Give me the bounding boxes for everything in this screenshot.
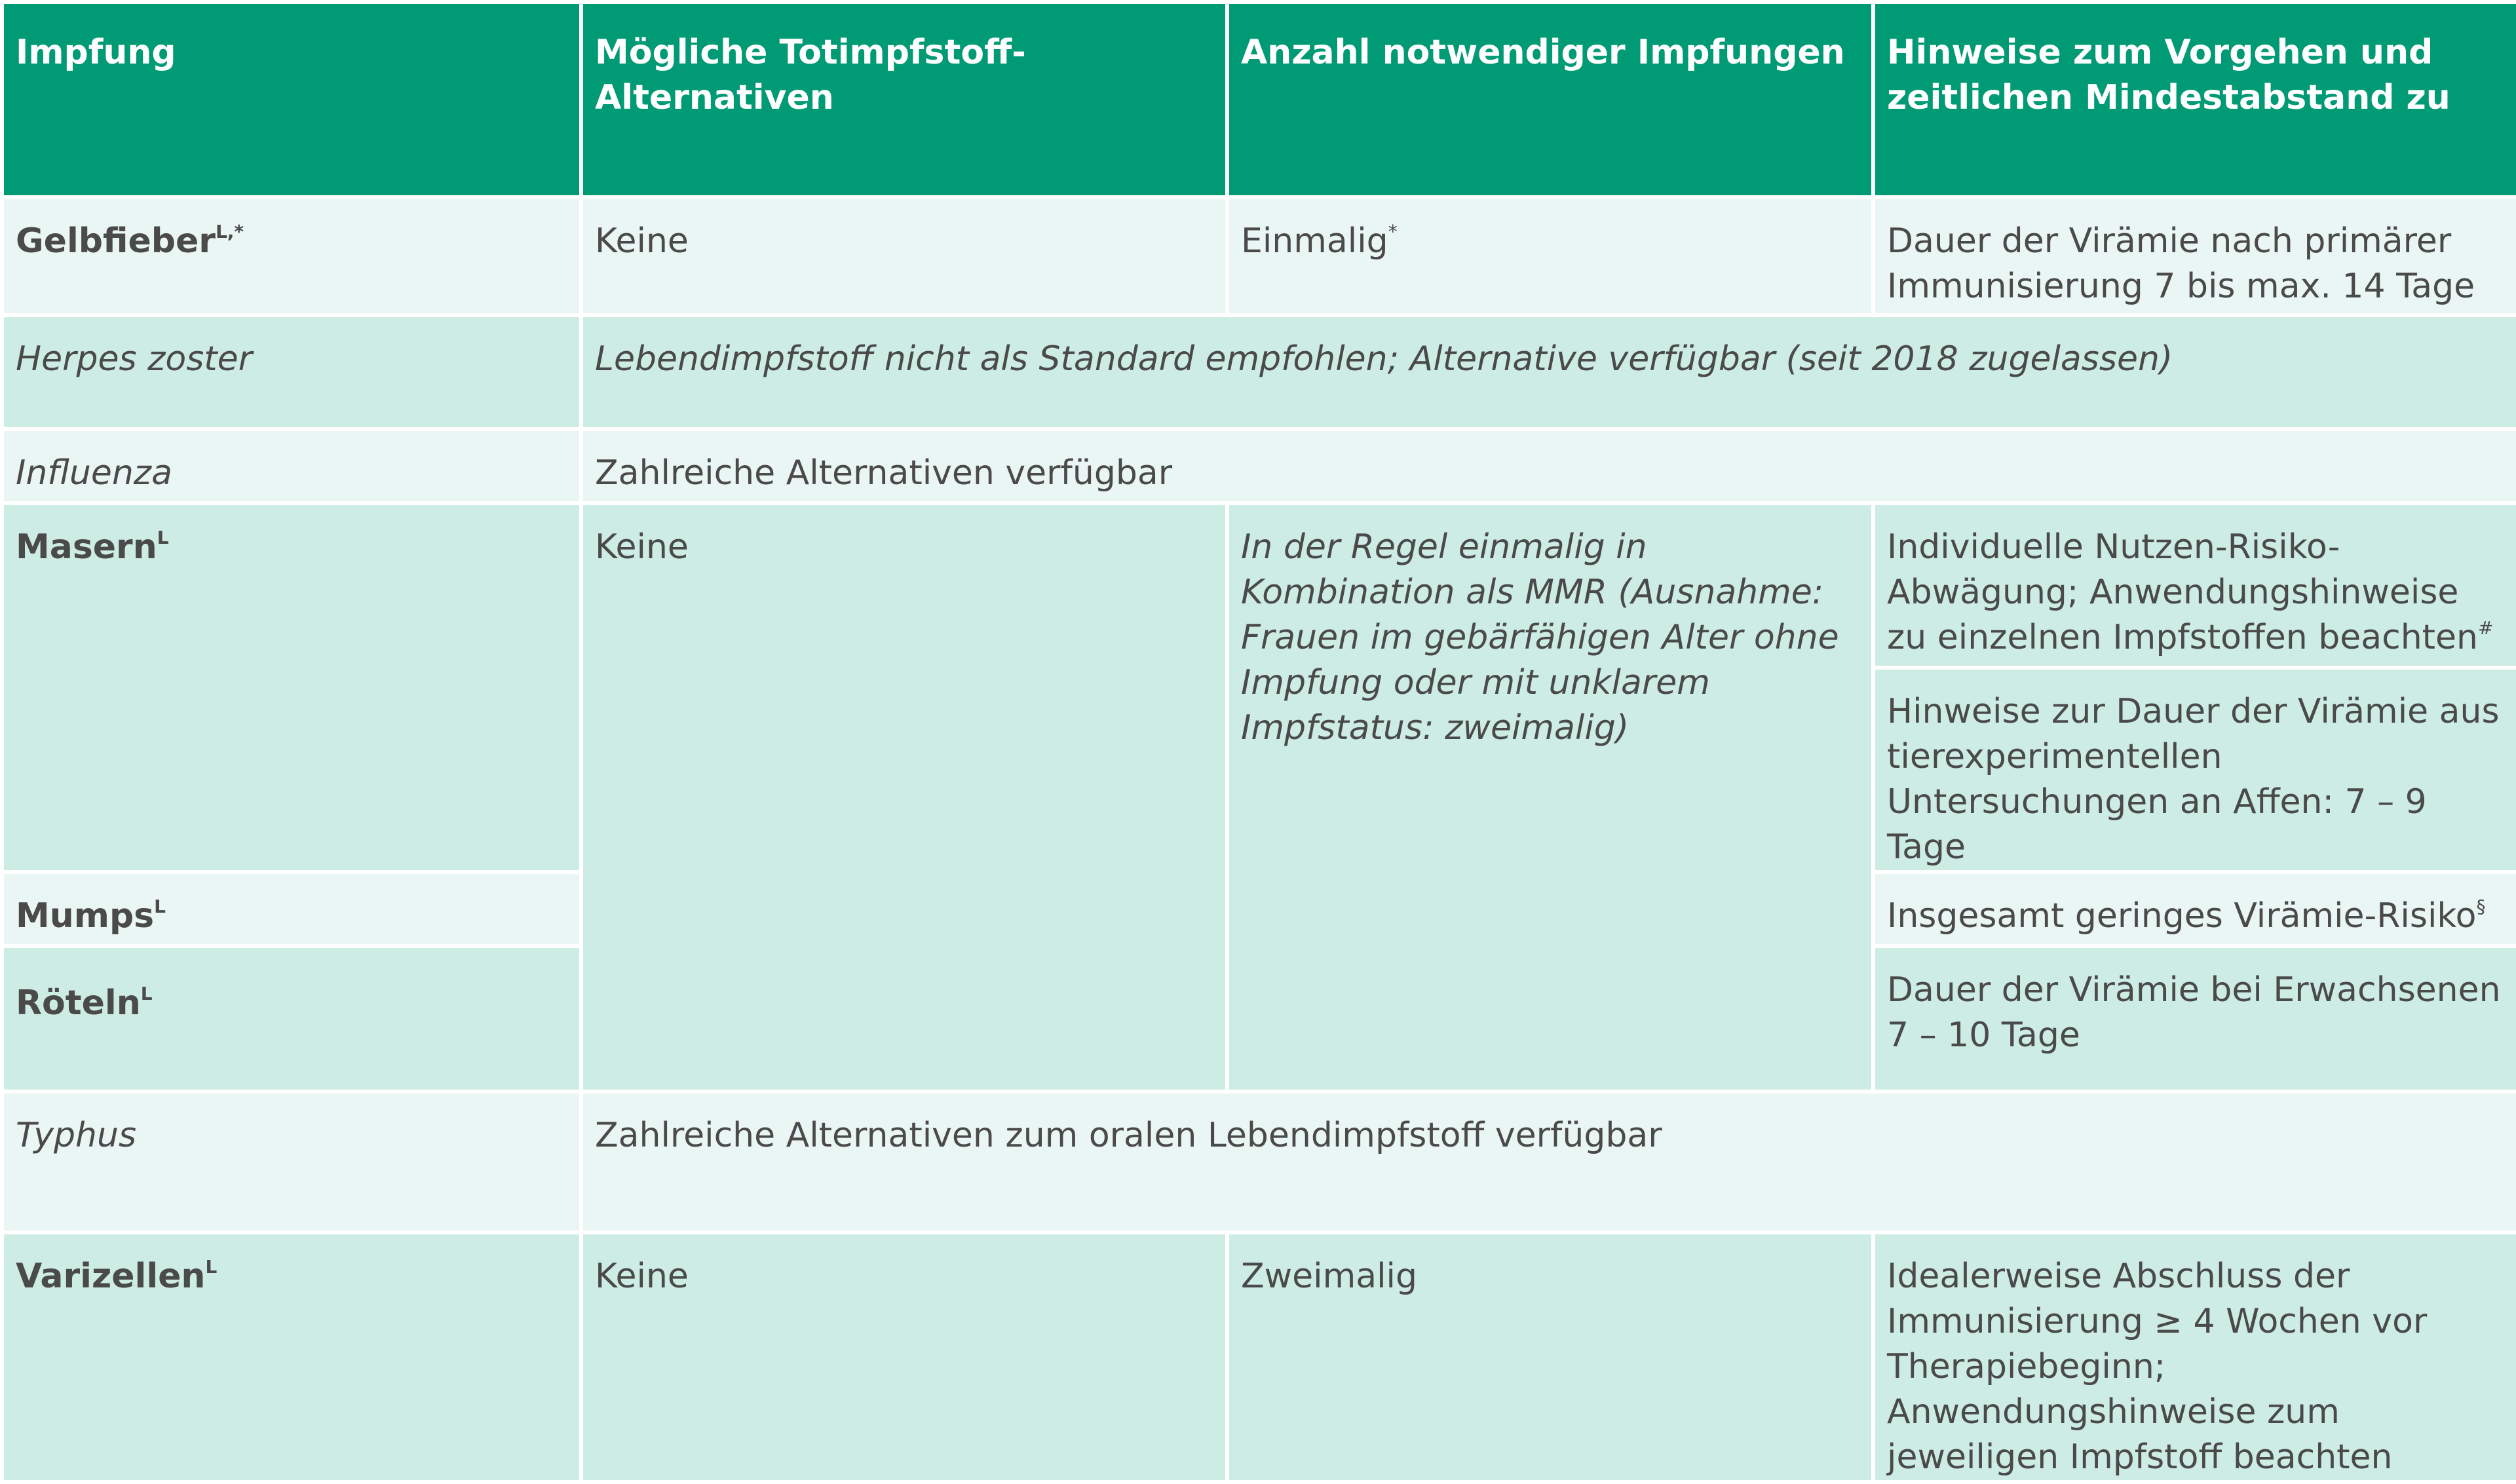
notes-cell-masern: [1873, 503, 2516, 668]
notes-cell-roeteln: Dauer der Virämie bei Erwachsenen 7 – 10 Tage: [1873, 946, 2516, 1092]
footnote-marker: *: [1388, 221, 1398, 242]
vaccine-name-text: Röteln: [16, 983, 141, 1023]
header-alternativen: Mögliche Totimpfstoff-Alternativen: [581, 2, 1227, 197]
vaccine-name-influenza: Influenza: [2, 429, 581, 503]
vaccine-name-text: Masern: [16, 527, 157, 567]
vaccine-name-roeteln: [2, 946, 581, 1092]
footnote-marker: L: [205, 1256, 218, 1278]
table-row-gelbfieber: [2, 197, 2516, 315]
notes-cell-mumps: [1873, 872, 2516, 946]
footnote-marker: L: [157, 527, 169, 548]
footnote-marker: L: [140, 983, 153, 1004]
header-hinweise: Hinweise zum Vorgehen und zeitlichen Mindestabstand zu: [1873, 2, 2516, 197]
header-row: [2, 2, 2516, 197]
notes-text: Individuelle Nutzen-Risiko-Abwägung; Anwendungshinweise zu einzelnen Impfstoffen beachten: [1887, 527, 2479, 657]
header-anzahl: Anzahl notwendiger Impfungen: [1227, 2, 1873, 197]
table-row-varizellen: [2, 1232, 2516, 1482]
count-cell-mmr: In der Regel einmalig in Kombination als MMR (Ausnahme: Frauen im gebärfähigen Alter ohne Impfung oder mit unklarem Impfstatus: zweimalig): [1227, 503, 1873, 1092]
vaccine-name-text: Gelbfieber: [16, 221, 216, 261]
notes-cell: Dauer der Virämie nach primärer Immunisierung 7 bis max. 14 Tage: [1873, 197, 2516, 315]
vaccine-name-masern: [2, 503, 581, 872]
footnote-marker: L: [154, 896, 166, 917]
notes-text: Insgesamt geringes Virämie-Risiko: [1887, 896, 2477, 936]
vaccine-name-text: Mumps: [16, 896, 155, 936]
header-impfung: Impfung: [2, 2, 581, 197]
spanning-note-cell: Zahlreiche Alternativen zum oralen Lebendimpfstoff verfügbar: [581, 1092, 2516, 1232]
vaccine-name-varizellen: [2, 1232, 581, 1482]
footnote-marker: L,*: [215, 221, 244, 242]
table-row-masern: [2, 503, 2516, 668]
count-cell: [1227, 197, 1873, 315]
vaccine-name-herpes-zoster: Herpes zoster: [2, 315, 581, 429]
table-row-herpes-zoster: [2, 315, 2516, 429]
alternatives-cell-mmr: Keine: [581, 503, 1227, 1092]
count-text: Einmalig: [1241, 221, 1388, 261]
vaccine-name-typhus: Typhus: [2, 1092, 581, 1232]
vaccine-name-gelbfieber: [2, 197, 581, 315]
alternatives-cell: Keine: [581, 1232, 1227, 1482]
vaccine-name-text: Varizellen: [16, 1257, 206, 1296]
footnote-marker: §: [2476, 896, 2486, 917]
footnote-marker: #: [2478, 617, 2494, 639]
notes-cell: Idealerweise Abschluss der Immunisierung ≥ 4 Wochen vor Therapiebeginn; Anwendungshinweise zum jeweiligen Impfstoff beachten: [1873, 1232, 2516, 1482]
spanning-note-cell: Lebendimpfstoff nicht als Standard empfohlen; Alternative verfügbar (seit 2018 zugelassen): [581, 315, 2516, 429]
table-row-influenza: [2, 429, 2516, 503]
spanning-note-cell: Zahlreiche Alternativen verfügbar: [581, 429, 2516, 503]
count-cell: Zweimalig: [1227, 1232, 1873, 1482]
notes-cell-masern-viraemie: Hinweise zur Dauer der Virämie aus tierexperimentellen Untersuchungen an Affen: 7 – 9 Tage: [1873, 668, 2516, 872]
alternatives-cell: Keine: [581, 197, 1227, 315]
table-row-typhus: [2, 1092, 2516, 1232]
vaccine-name-mumps: [2, 872, 581, 946]
